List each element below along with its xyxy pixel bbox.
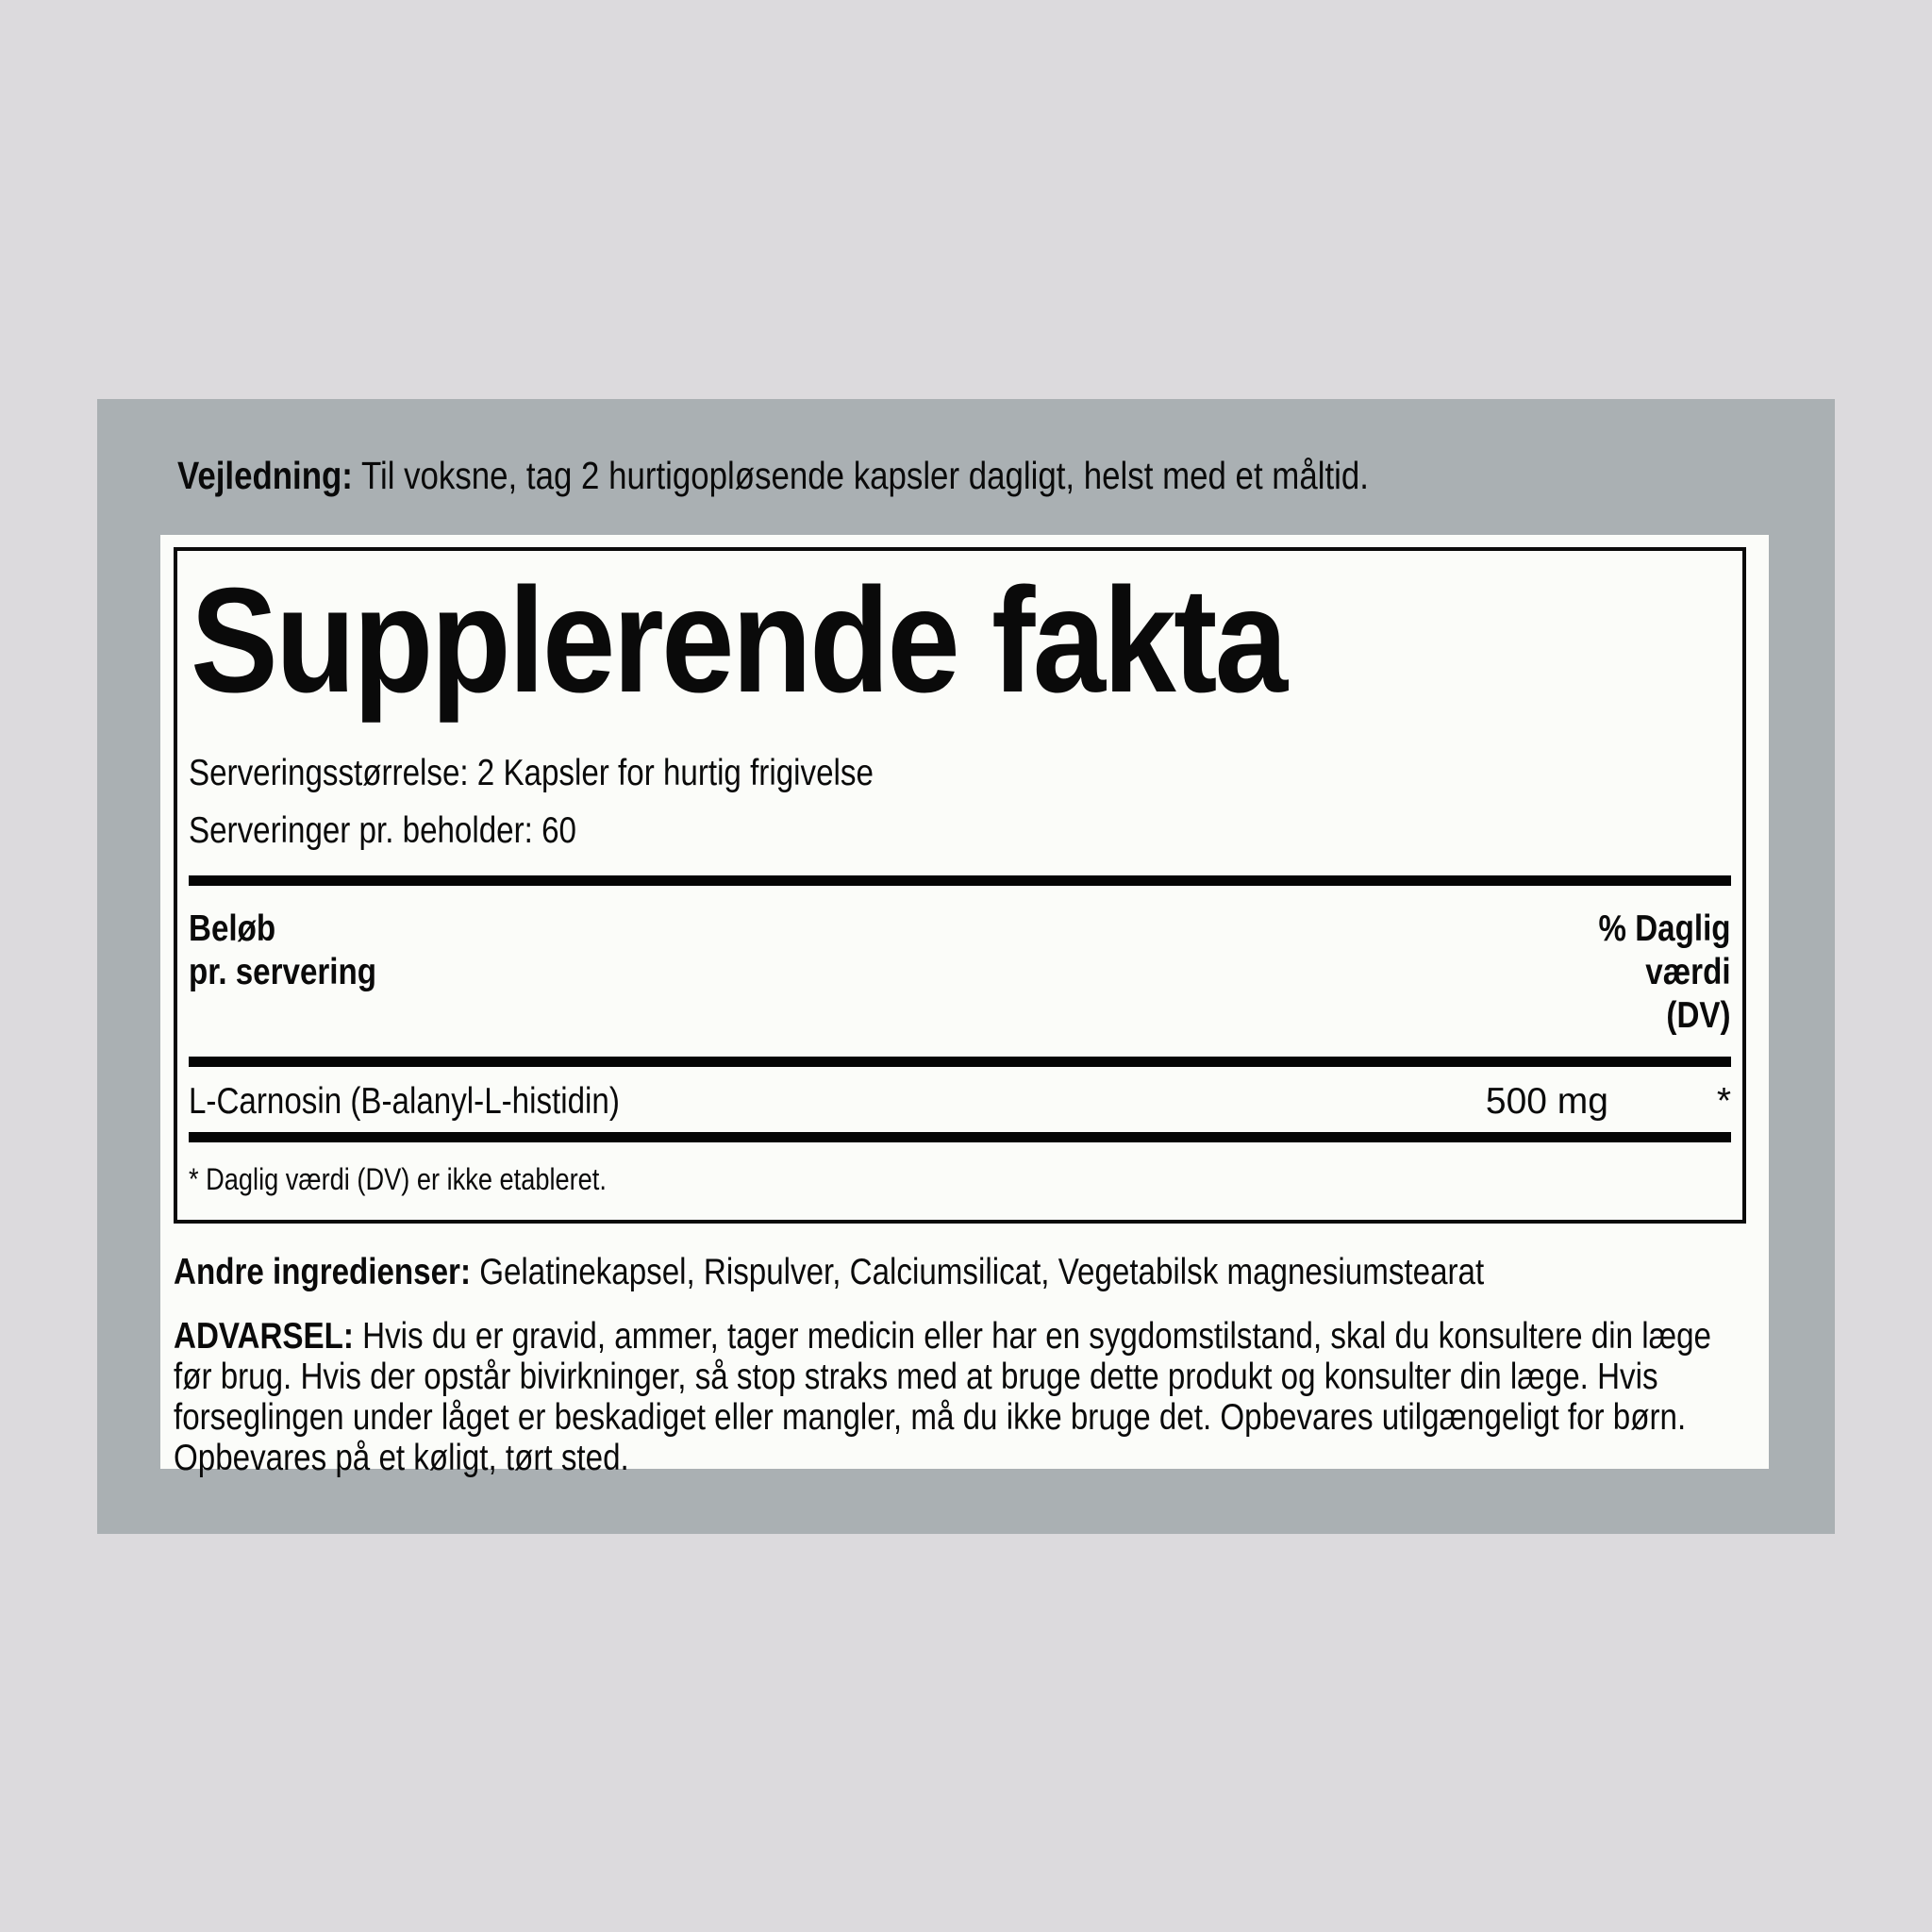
warning-paragraph bbox=[174, 1316, 1745, 1478]
supplement-facts-box bbox=[174, 547, 1746, 1224]
dv-header-line3: (DV) bbox=[1666, 995, 1731, 1036]
thick-divider-middle bbox=[189, 1057, 1731, 1067]
amount-header-line2: pr. servering bbox=[189, 952, 377, 992]
amount-per-serving-header bbox=[189, 908, 376, 1038]
thick-divider-top bbox=[189, 875, 1731, 886]
dv-header-line2: værdi bbox=[1645, 952, 1731, 992]
facts-header-row bbox=[189, 908, 1731, 1038]
directions-text: Til voksne, tag 2 hurtigopløsende kapsler dagligt, helst med et måltid. bbox=[360, 454, 1369, 497]
label-panel bbox=[97, 399, 1835, 1534]
dv-footnote: * Daglig værdi (DV) er ikke etableret. bbox=[189, 1162, 607, 1196]
other-ingredients-label: Andre ingredienser: bbox=[174, 1252, 471, 1292]
facts-title: Supplerende fakta bbox=[191, 558, 1286, 724]
other-ingredients-line bbox=[174, 1252, 1510, 1293]
ingredient-name: L-Carnosin (B-alanyl-L-histidin) bbox=[189, 1081, 620, 1122]
daily-value-header bbox=[1083, 908, 1731, 1038]
directions-line bbox=[177, 454, 1369, 498]
supplement-label bbox=[160, 535, 1769, 1478]
ingredient-row bbox=[189, 1067, 1731, 1132]
ingredient-dv: * bbox=[1716, 1081, 1731, 1122]
thick-divider-bottom bbox=[189, 1132, 1731, 1142]
serving-size: Serveringsstørrelse: 2 Kapsler for hurtig frigivelse bbox=[189, 753, 874, 793]
warning-label: ADVARSEL: bbox=[174, 1316, 354, 1357]
amount-header-line1: Beløb bbox=[189, 908, 276, 949]
servings-per-container: Serveringer pr. beholder: 60 bbox=[189, 810, 576, 851]
ingredient-amount: 500 mg bbox=[1485, 1081, 1608, 1122]
directions-label: Vejledning: bbox=[177, 454, 353, 497]
other-ingredients-text: Gelatinekapsel, Rispulver, Calciumsilicat, Vegetabilsk magnesiumstearat bbox=[479, 1252, 1485, 1292]
dv-header-line1: % Daglig bbox=[1599, 908, 1731, 949]
warning-text: Hvis du er gravid, ammer, tager medicin eller har en sygdomstilstand, skal du konsultere din læge før brug. Hvis der opstår bivirkninger, så stop straks med at bruge dette produkt og konsulter din læge. Hvis forseglingen under låget er beskadiget eller mangler, må du ikke bruge det. Opbevares utilgængeligt for børn. Opbevares på et køligt, tørt sted. bbox=[174, 1316, 1711, 1478]
